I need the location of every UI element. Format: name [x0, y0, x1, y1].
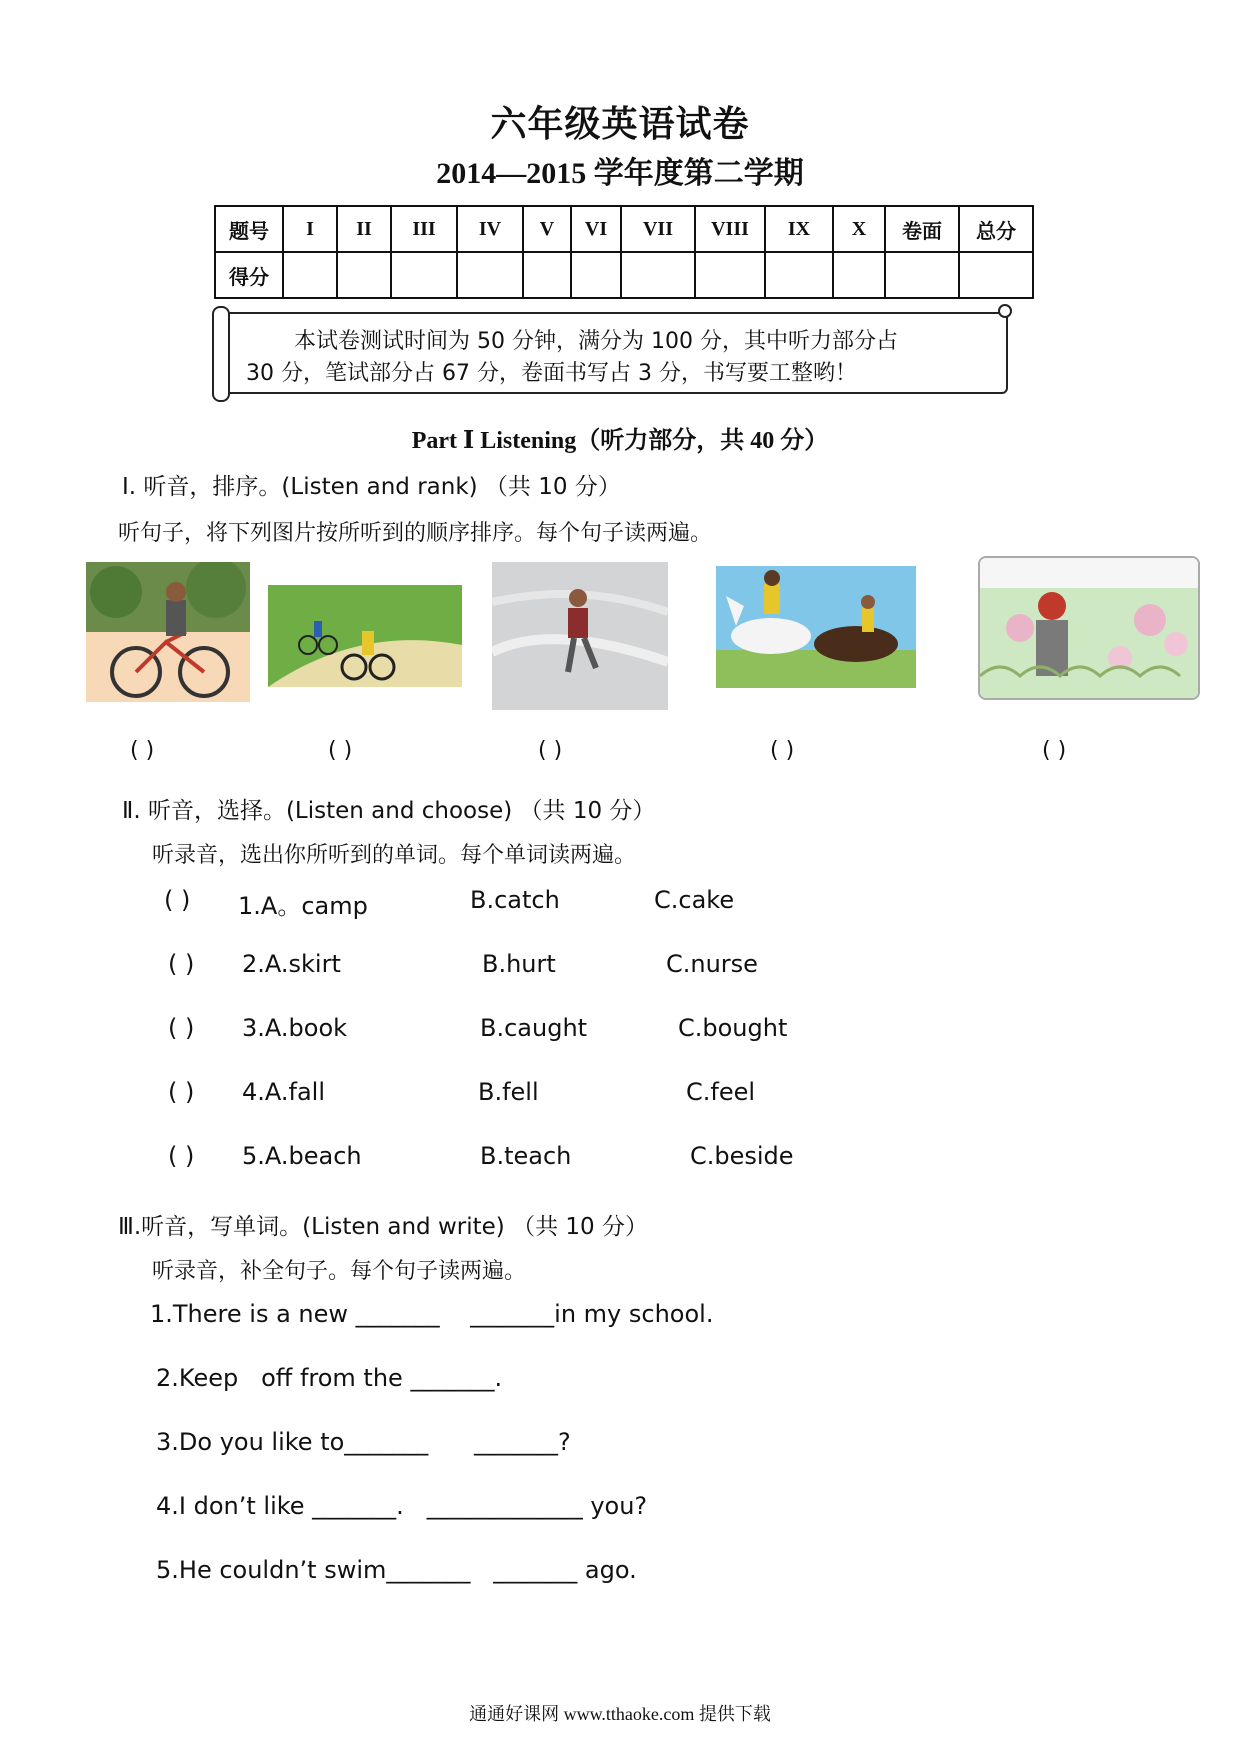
choice-paren[interactable]: ( ) [168, 1142, 195, 1170]
rank-answer-blank-4[interactable]: ( ) [770, 738, 795, 763]
section-1-heading: Ⅰ. 听音，排序。(Listen and rank) （共 10 分） [122, 474, 621, 500]
fill-in-sentence-3[interactable]: 3.Do you like to_______ _______? [156, 1428, 571, 1456]
score-cell[interactable] [833, 252, 885, 298]
exam-subtitle: 2014—2015 学年度第二学期 [436, 157, 804, 190]
rank-answer-blank-3[interactable]: ( ) [538, 738, 563, 763]
choice-option-c: C.cake [654, 886, 735, 914]
score-cell[interactable] [523, 252, 571, 298]
col-header: VII [621, 206, 695, 252]
score-cell[interactable] [457, 252, 523, 298]
score-cell[interactable] [621, 252, 695, 298]
choice-option-a: 5.A.beach [242, 1142, 362, 1170]
col-header: V [523, 206, 571, 252]
col-header: II [337, 206, 391, 252]
picture-horse-riding [716, 566, 916, 688]
choice-option-a: 1.A。camp [238, 892, 368, 920]
col-header: X [833, 206, 885, 252]
choice-option-a: 4.A.fall [242, 1078, 326, 1106]
choice-option-a: 2.A.skirt [242, 950, 341, 978]
notice-line-1: 本试卷测试时间为 50 分钟，满分为 100 分，其中听力部分占 [294, 329, 898, 354]
choice-paren[interactable]: ( ) [168, 1078, 195, 1106]
col-header: III [391, 206, 457, 252]
rank-answer-blank-2[interactable]: ( ) [328, 738, 353, 763]
choice-option-b: B.fell [478, 1078, 539, 1106]
footer-source: 通通好课网 www.tthaoke.com 提供下载 [469, 1704, 771, 1724]
col-header: IV [457, 206, 523, 252]
section-1-instruction: 听句子，将下列图片按所听到的顺序排序。每个句子读两遍。 [118, 521, 713, 546]
picture-ice-skating [492, 562, 668, 710]
score-cell[interactable] [959, 252, 1033, 298]
choice-option-c: C.feel [686, 1078, 756, 1106]
fill-in-sentence-2[interactable]: 2.Keep off from the _______. [156, 1364, 503, 1392]
col-header: IX [765, 206, 833, 252]
picture-kids-cycling [268, 585, 462, 687]
choice-option-b: B.hurt [482, 950, 556, 978]
col-header: 总分 [959, 206, 1033, 252]
choice-paren[interactable]: ( ) [168, 950, 195, 978]
choice-paren[interactable]: ( ) [168, 1014, 195, 1042]
section-3-heading: Ⅲ.听音，写单词。(Listen and write) （共 10 分） [118, 1214, 648, 1240]
col-header: VIII [695, 206, 765, 252]
choice-option-b: B.teach [480, 1142, 572, 1170]
score-cell[interactable] [885, 252, 959, 298]
choice-option-c: C.bought [678, 1014, 788, 1042]
question-number-row [215, 206, 1033, 252]
row-label-score: 得分 [215, 252, 283, 298]
choice-option-c: C.beside [690, 1142, 794, 1170]
score-table [214, 205, 1034, 299]
section-2-heading: Ⅱ. 听音，选择。(Listen and choose) （共 10 分） [122, 798, 656, 824]
fill-in-sentence-1[interactable]: 1.There is a new _______ _______in my school. [150, 1300, 714, 1328]
score-cell[interactable] [571, 252, 621, 298]
score-cell[interactable] [765, 252, 833, 298]
score-cell[interactable] [695, 252, 765, 298]
col-header: I [283, 206, 337, 252]
col-header: VI [571, 206, 621, 252]
choice-paren[interactable]: ( ) [164, 886, 191, 914]
score-row [215, 252, 1033, 298]
picture-bike-boy [86, 562, 250, 702]
exam-title: 六年级英语试卷 [490, 104, 750, 145]
part-heading: Part Ⅰ Listening（听力部分，共 40 分） [411, 428, 829, 454]
fill-in-sentence-5[interactable]: 5.He couldn’t swim_______ _______ ago. [156, 1556, 637, 1584]
choice-option-a: 3.A.book [242, 1014, 348, 1042]
row-label-question: 题号 [215, 206, 283, 252]
choice-option-b: B.catch [470, 886, 560, 914]
choice-option-c: C.nurse [666, 950, 758, 978]
choice-option-b: B.caught [480, 1014, 588, 1042]
notice-line-2: 30 分，笔试部分占 67 分，卷面书写占 3 分，书写要工整哟！ [246, 361, 857, 386]
fill-in-sentence-4[interactable]: 4.I don’t like _______. _____________ you? [156, 1492, 648, 1520]
rank-answer-blank-1[interactable]: ( ) [130, 738, 155, 763]
score-cell[interactable] [337, 252, 391, 298]
col-header: 卷面 [885, 206, 959, 252]
score-cell[interactable] [391, 252, 457, 298]
notice-scroll [220, 312, 1008, 394]
section-3-instruction: 听录音，补全句子。每个句子读两遍。 [152, 1259, 527, 1284]
section-2-instruction: 听录音，选出你所听到的单词。每个单词读两遍。 [152, 843, 637, 868]
rank-answer-blank-5[interactable]: ( ) [1042, 738, 1067, 763]
score-cell[interactable] [283, 252, 337, 298]
picture-photo-flowers [978, 556, 1200, 700]
